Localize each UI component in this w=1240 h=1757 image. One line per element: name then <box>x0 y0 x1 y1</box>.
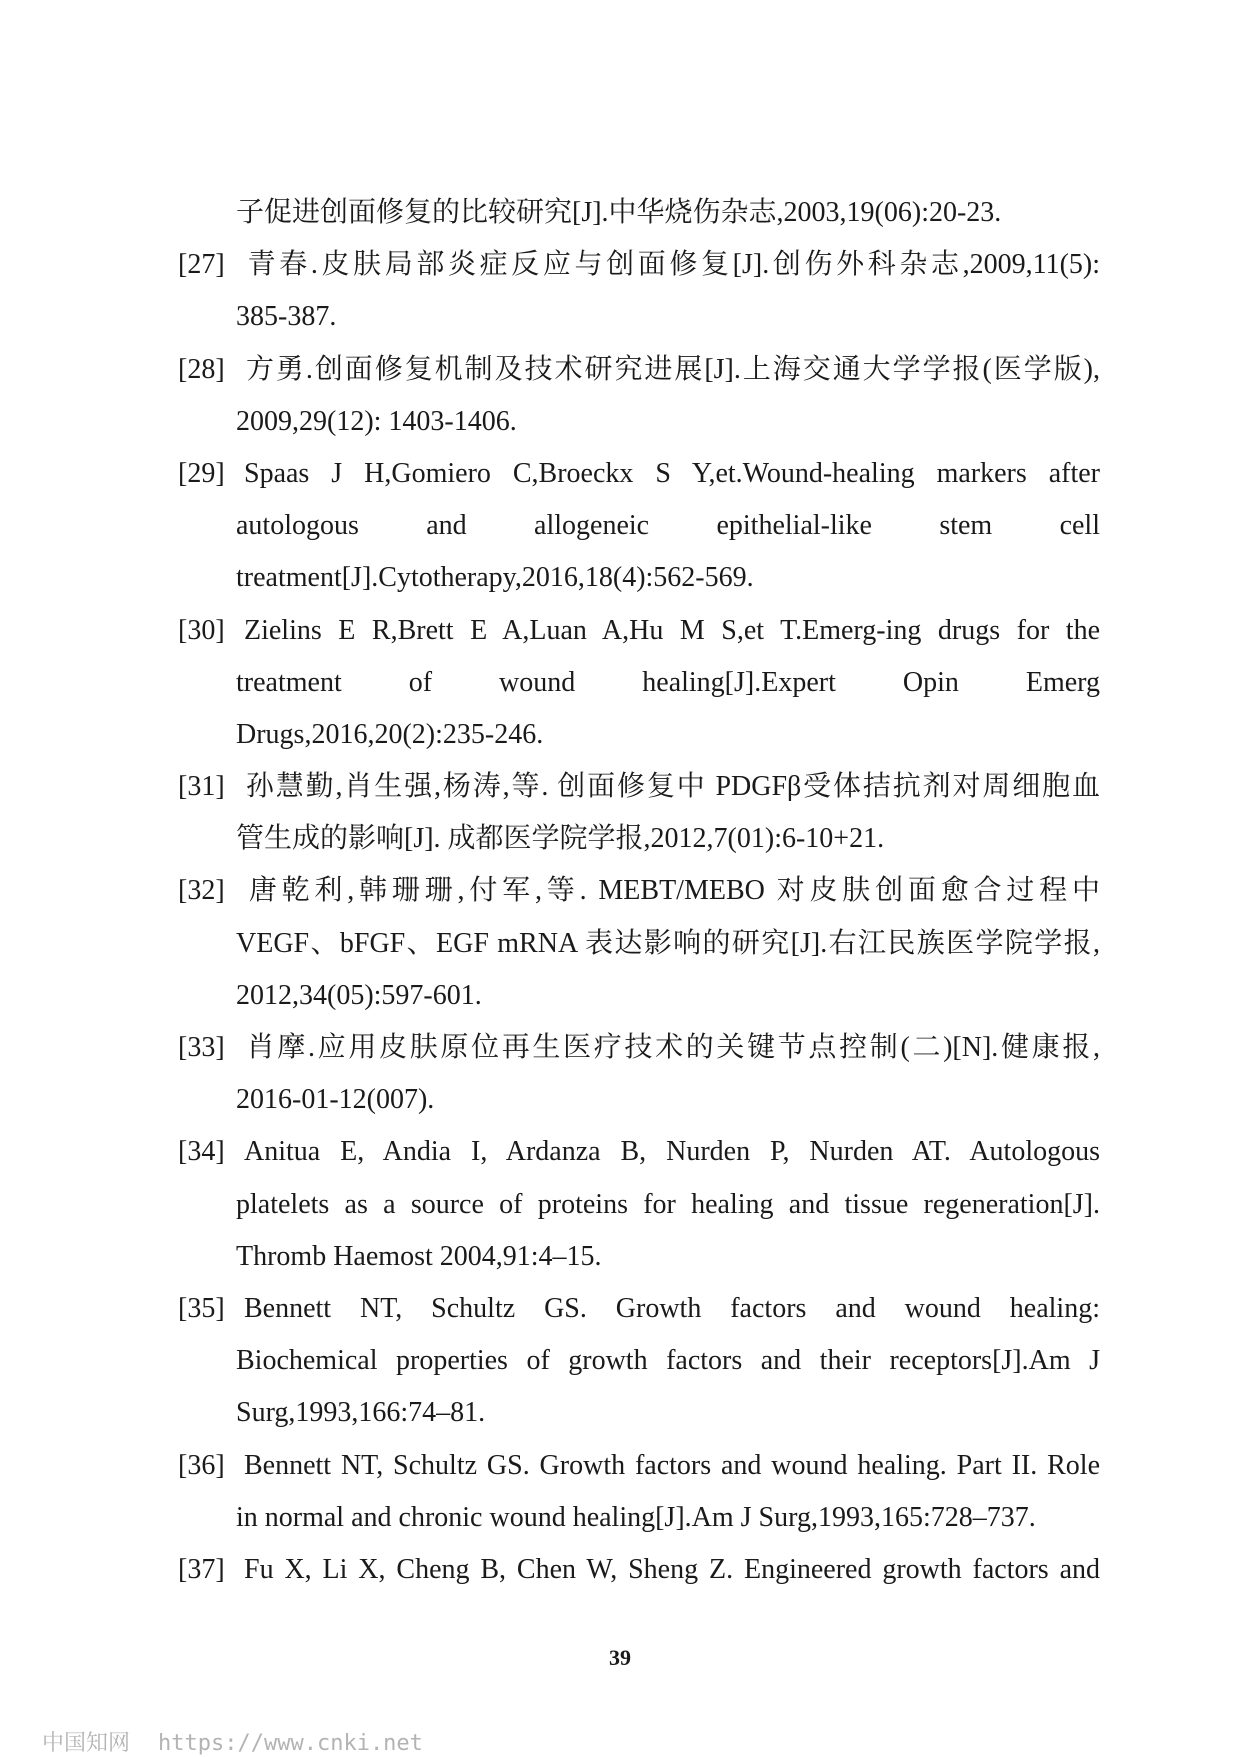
reference-text: Spaas J H,Gomiero C,Broeckx S Y,et.Wound-healing markers after <box>244 457 1100 489</box>
reference-number: [37] <box>178 1553 225 1585</box>
reference-text: in normal and chronic wound healing[J].Am J Surg,1993,165:728–737. <box>236 1501 1036 1533</box>
cnki-watermark <box>42 1726 423 1757</box>
reference-text: Biochemical properties of growth factors and their receptors[J].Am J <box>236 1345 1100 1377</box>
reference-line <box>178 918 1100 970</box>
reference-line <box>178 970 1100 1022</box>
reference-line <box>178 1074 1100 1126</box>
reference-text: 子促进创面修复的比较研究[J].中华烧伤杂志,2003,19(06):20-23. <box>236 197 1002 228</box>
reference-line <box>178 1179 1100 1231</box>
reference-text: autologous and allogeneic epithelial-like stem cell <box>236 510 1100 542</box>
reference-number: [27] <box>178 249 225 281</box>
watermark-site-name: 中国知网 <box>42 1731 131 1756</box>
reference-text: platelets as a source of proteins for healing and tissue regeneration[J]. <box>236 1188 1100 1220</box>
reference-line <box>178 448 1100 500</box>
reference-text: 青春.皮肤局部炎症反应与创面修复[J].创伤外科杂志,2009,11(5): <box>244 249 1100 281</box>
reference-text: Zielins E R,Brett E A,Luan A,Hu M S,et T.Emerg-ing drugs for the <box>244 614 1100 646</box>
reference-line <box>178 761 1100 813</box>
reference-line <box>178 605 1100 657</box>
reference-line <box>178 239 1100 291</box>
reference-text: 2016-01-12(007). <box>236 1084 435 1116</box>
reference-line <box>178 1283 1100 1335</box>
reference-number: [36] <box>178 1449 225 1481</box>
reference-text: Bennett NT, Schultz GS. Growth factors and wound healing. Part II. Role <box>244 1449 1100 1481</box>
reference-text: Surg,1993,166:74–81. <box>236 1397 486 1429</box>
reference-text: 方勇.创面修复机制及技术研究进展[J].上海交通大学学报(医学版), <box>244 353 1100 385</box>
reference-line <box>178 1335 1100 1387</box>
reference-line <box>178 657 1100 709</box>
reference-text: Thromb Haemost 2004,91:4–15. <box>236 1240 602 1272</box>
reference-line <box>178 1492 1100 1544</box>
reference-line <box>178 1022 1100 1074</box>
reference-text: 2009,29(12): 1403-1406. <box>236 405 517 437</box>
reference-line <box>178 813 1100 865</box>
reference-line <box>178 709 1100 761</box>
reference-text: Bennett NT, Schultz GS. Growth factors and wound healing: <box>244 1292 1100 1324</box>
reference-text: treatment[J].Cytotherapy,2016,18(4):562-569. <box>236 562 754 594</box>
watermark-url: https://www.cnki.net <box>158 1731 423 1756</box>
reference-number: [30] <box>178 614 225 646</box>
reference-text: Anitua E, Andia I, Ardanza B, Nurden P, Nurden AT. Autologous <box>244 1136 1100 1168</box>
reference-text: 肖摩.应用皮肤原位再生医疗技术的关键节点控制(二)[N].健康报, <box>244 1032 1100 1063</box>
reference-line <box>178 187 1100 239</box>
reference-line <box>178 865 1100 917</box>
reference-line <box>178 344 1100 396</box>
reference-text: 唐乾利,韩珊珊,付军,等. MEBT/MEBO 对皮肤创面愈合过程中 <box>244 875 1100 907</box>
reference-text: 385-387. <box>236 301 337 333</box>
reference-number: [32] <box>178 875 225 907</box>
reference-line <box>178 1440 1100 1492</box>
reference-number: [29] <box>178 457 225 489</box>
reference-line <box>178 396 1100 448</box>
reference-text: Drugs,2016,20(2):235-246. <box>236 718 544 750</box>
reference-list <box>178 187 1100 1596</box>
page-number: 39 <box>609 1645 631 1670</box>
reference-text: 孙慧勤,肖生强,杨涛,等. 创面修复中 PDGFβ受体拮抗剂对周细胞血 <box>244 771 1100 803</box>
reference-line <box>178 500 1100 552</box>
reference-text: 管生成的影响[J]. 成都医学院学报,2012,7(01):6-10+21. <box>236 823 885 855</box>
reference-text: Fu X, Li X, Cheng B, Chen W, Sheng Z. Engineered growth factors and <box>244 1553 1100 1585</box>
reference-number: [34] <box>178 1136 225 1168</box>
reference-line <box>178 291 1100 343</box>
reference-line <box>178 1544 1100 1596</box>
reference-line <box>178 1387 1100 1439</box>
reference-text: 2012,34(05):597-601. <box>236 979 482 1011</box>
reference-number: [28] <box>178 353 225 385</box>
reference-line <box>178 1231 1100 1283</box>
reference-number: [31] <box>178 771 225 803</box>
reference-line <box>178 1126 1100 1178</box>
reference-number: [35] <box>178 1292 225 1324</box>
reference-line <box>178 552 1100 604</box>
reference-text: VEGF、bFGF、EGF mRNA 表达影响的研究[J].右江民族医学院学报, <box>236 927 1100 959</box>
reference-number: [33] <box>178 1032 225 1063</box>
reference-text: treatment of wound healing[J].Expert Opin Emerg <box>236 666 1100 698</box>
